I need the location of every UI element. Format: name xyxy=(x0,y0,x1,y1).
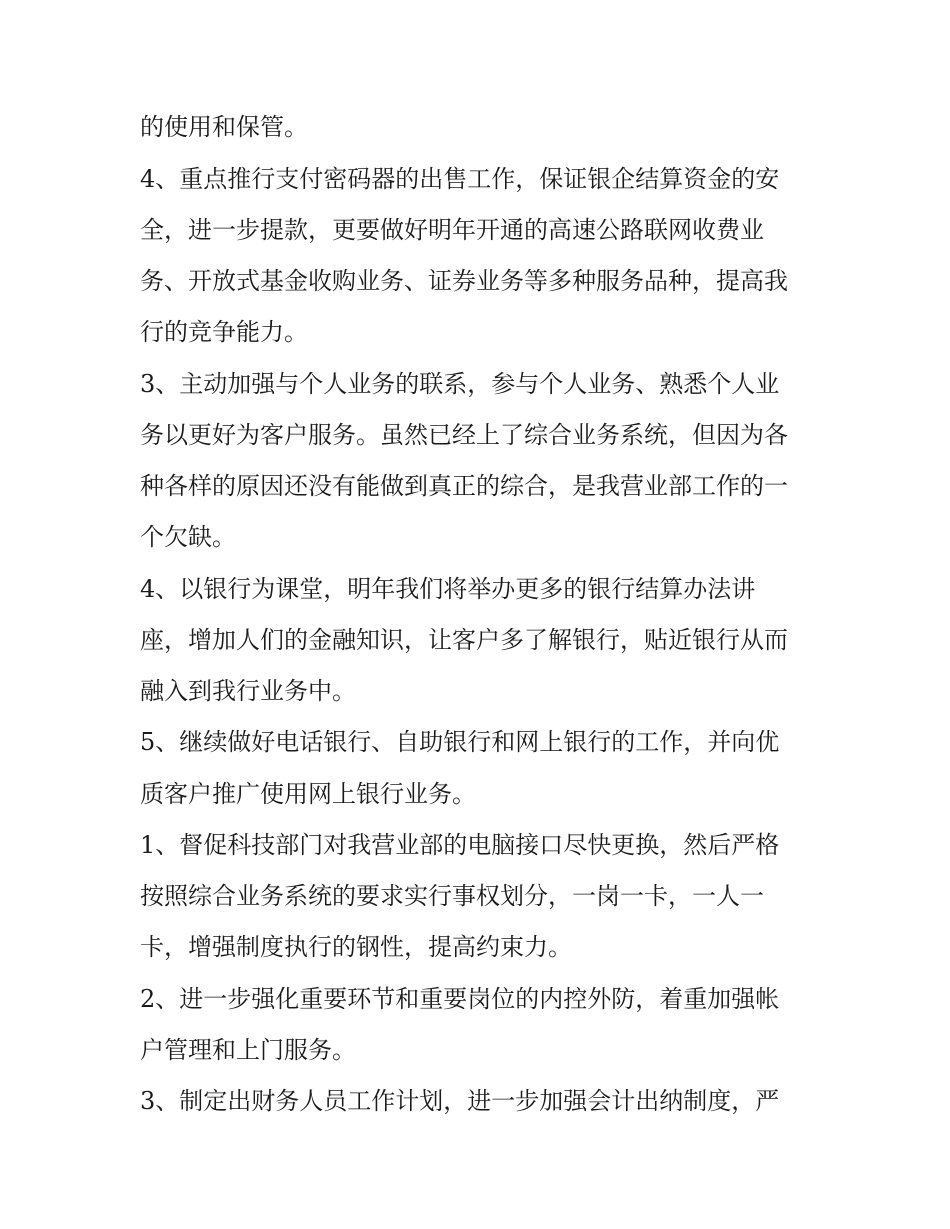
text-line: 户管理和上门服务。 xyxy=(140,1036,356,1064)
text-line: 座，增加人们的金融知识，让客户多了解银行，贴近银行从而 xyxy=(140,626,788,654)
text-line: 融入到我行业务中。 xyxy=(140,677,356,705)
text-line: 行的竞争能力。 xyxy=(140,318,308,346)
text-line: 4、重点推行支付密码器的出售工作，保证银企结算资金的安 xyxy=(140,165,780,193)
text-line: 3、主动加强与个人业务的联系，参与个人业务、熟悉个人业 xyxy=(140,370,780,398)
text-line: 的使用和保管。 xyxy=(140,113,308,141)
text-line: 卡，增强制度执行的钢性，提高约束力。 xyxy=(140,933,572,961)
text-line: 个欠缺。 xyxy=(140,523,236,551)
text-line: 按照综合业务系统的要求实行事权划分，一岗一卡，一人一 xyxy=(140,882,764,910)
text-line: 质客户推广使用网上银行业务。 xyxy=(140,780,476,808)
text-line: 务以更好为客户服务。虽然已经上了综合业务系统，但因为各 xyxy=(140,421,788,449)
text-line: 5、继续做好电话银行、自助银行和网上银行的工作，并向优 xyxy=(140,728,780,756)
text-line: 种各样的原因还没有能做到真正的综合，是我营业部工作的一 xyxy=(140,472,788,500)
text-line: 全，进一步提款，更要做好明年开通的高速公路联网收费业 xyxy=(140,216,764,244)
text-line: 4、以银行为课堂，明年我们将举办更多的银行结算办法讲 xyxy=(140,575,756,603)
text-line: 务、开放式基金收购业务、证券业务等多种服务品种，提高我 xyxy=(140,267,788,295)
text-line: 2、进一步强化重要环节和重要岗位的内控外防，着重加强帐 xyxy=(140,985,780,1013)
text-line: 3、制定出财务人员工作计划，进一步加强会计出纳制度，严 xyxy=(140,1087,780,1115)
text-line: 1、督促科技部门对我营业部的电脑接口尽快更换，然后严格 xyxy=(140,831,780,859)
